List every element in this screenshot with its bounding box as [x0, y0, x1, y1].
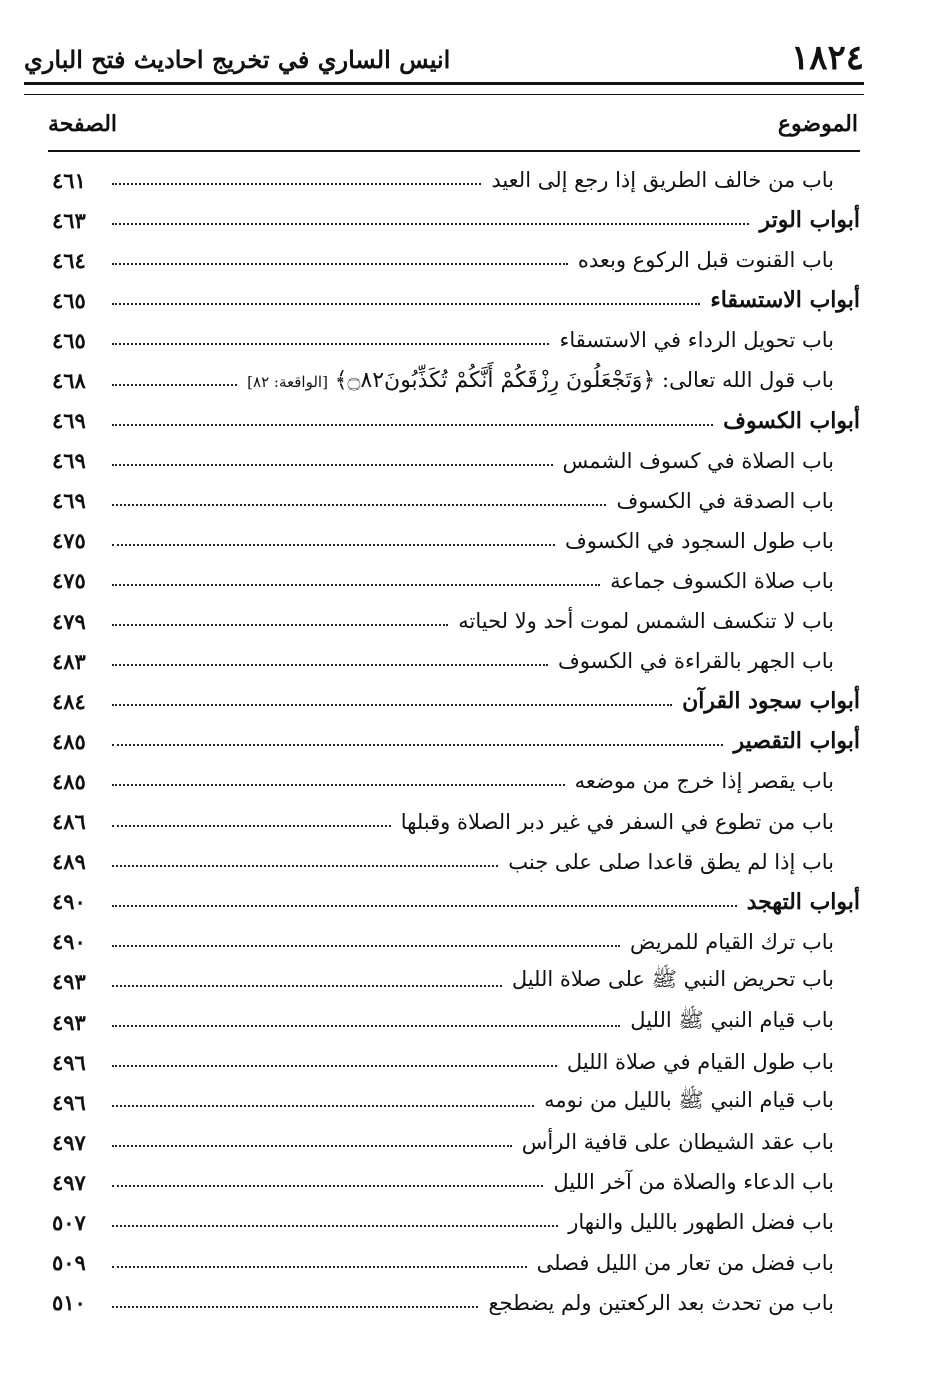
toc-chapter-row — [52, 1243, 860, 1283]
entry-title — [537, 1251, 860, 1275]
toc-chapter-row — [52, 922, 860, 962]
entry-title-text: باب من تطوع في السفر في غير دبر الصلاة وقبلها — [400, 809, 834, 834]
dot-leader — [112, 584, 600, 586]
entry-page-number: ٤٩٧ — [52, 1169, 86, 1195]
entry-page-number: ٤٩٣ — [52, 1009, 86, 1035]
dot-leader — [112, 504, 606, 506]
entry-page-number: ٤٨٥ — [52, 768, 86, 794]
entry-title-text: باب فضل الطهور بالليل والنهار — [568, 1210, 834, 1235]
dot-leader — [112, 384, 237, 386]
header-rule-thin — [24, 94, 864, 95]
entry-title — [508, 850, 860, 874]
entry-title-text: باب فضل من تعار من الليل فصلى — [536, 1250, 834, 1275]
entry-title — [630, 930, 860, 954]
dot-leader — [112, 744, 723, 746]
entry-title — [565, 529, 860, 553]
dot-leader — [112, 183, 481, 185]
dot-leader — [112, 1065, 557, 1067]
entry-title — [723, 408, 860, 434]
column-header-rule — [48, 150, 860, 152]
entry-page-number: ٤٩٠ — [52, 889, 86, 915]
entry-title — [682, 688, 860, 714]
entry-title-text: أبواب الاستسقاء — [710, 287, 860, 314]
header-rule-thick — [24, 82, 864, 85]
entry-title — [610, 569, 860, 593]
entry-title-text: باب قيام النبي ﷺ الليل — [630, 1007, 834, 1032]
page-column-header: الصفحة — [48, 111, 118, 137]
entry-page-number: ٤٨٥ — [52, 728, 86, 754]
entry-page-number: ٤٩٠ — [52, 929, 86, 955]
entry-page-number: ٤٩٧ — [52, 1129, 86, 1155]
entry-title-text: باب لا تنكسف الشمس لموت أحد ولا لحياته — [458, 609, 834, 634]
entry-title — [458, 609, 860, 633]
quran-verse: ﴿وَتَجْعَلُونَ رِزْقَكُمْ أَنَّكُمْ تُكَذِّبُونَ۝٨٢﴾ — [334, 368, 656, 394]
entry-title-text: باب من خالف الطريق إذا رجع إلى العيد — [491, 168, 834, 193]
entry-title-text: أبواب الوتر — [759, 207, 860, 234]
entry-title — [567, 1050, 860, 1074]
toc-section-row — [52, 721, 860, 761]
toc-chapter-row — [52, 441, 860, 481]
entry-title — [563, 449, 860, 473]
entry-page-number: ٤٦٣ — [52, 207, 86, 233]
entry-page-number: ٥١٠ — [52, 1290, 86, 1316]
entry-title-text: أبواب الكسوف — [723, 407, 860, 434]
entry-title-text: باب يقصر إذا خرج من موضعه — [574, 769, 834, 794]
dot-leader — [112, 825, 391, 827]
dot-leader — [112, 343, 549, 345]
entry-page-number: ٤٨٤ — [52, 688, 86, 714]
toc-chapter-row — [52, 521, 860, 561]
entry-title-text: أبواب سجود القرآن — [682, 688, 860, 715]
entry-title — [616, 489, 860, 513]
toc-chapter-row — [52, 1002, 860, 1042]
dot-leader — [112, 1266, 527, 1268]
dot-leader — [112, 905, 737, 907]
entry-title — [401, 810, 860, 834]
entry-page-number: ٥٠٧ — [52, 1209, 86, 1235]
entry-page-number: ٤٦٥ — [52, 327, 86, 353]
dot-leader — [112, 664, 548, 666]
running-header — [24, 28, 864, 78]
entry-title — [575, 769, 860, 793]
dot-leader — [112, 1225, 558, 1227]
entry-title-text: باب صلاة الكسوف جماعة — [610, 568, 834, 593]
entry-title-text: باب تحريض النبي ﷺ على صلاة الليل — [511, 967, 834, 992]
dot-leader — [112, 865, 498, 867]
entry-title — [491, 168, 860, 192]
dot-leader — [112, 424, 713, 426]
toc-chapter-row — [52, 842, 860, 882]
toc-section-row — [52, 681, 860, 721]
toc-chapter-row — [52, 240, 860, 280]
entry-title-text: باب قول الله تعالى: — [662, 368, 834, 393]
entry-page-number: ٤٦٥ — [52, 287, 86, 313]
entry-title — [247, 368, 860, 393]
entry-title-text: باب الصدقة في الكسوف — [616, 488, 834, 513]
toc-chapter-row — [52, 360, 860, 400]
entry-title — [630, 1007, 860, 1038]
entry-title — [553, 1170, 860, 1194]
entry-page-number: ٤٩٦ — [52, 1089, 86, 1115]
toc-chapter-row — [52, 1082, 860, 1122]
dot-leader — [112, 1025, 620, 1027]
verse-reference: [الواقعة: ٨٢] — [247, 373, 328, 392]
entry-title-text: باب قيام النبي ﷺ بالليل من نومه — [544, 1087, 834, 1112]
entry-title-text: أبواب التقصير — [733, 728, 860, 755]
entry-title-text: أبواب التهجد — [746, 888, 860, 915]
toc-chapter-row — [52, 481, 860, 521]
entry-page-number: ٥٠٩ — [52, 1250, 86, 1276]
entry-page-number: ٤٦٩ — [52, 408, 86, 434]
entry-title-text: باب طول السجود في الكسوف — [565, 528, 834, 553]
entry-title — [558, 649, 860, 673]
dot-leader — [112, 704, 672, 706]
dot-leader — [112, 624, 448, 626]
entry-page-number: ٤٦٩ — [52, 448, 86, 474]
toc-chapter-row — [52, 1283, 860, 1323]
entry-title — [747, 889, 860, 915]
toc-chapter-row — [52, 601, 860, 641]
toc-chapter-row — [52, 802, 860, 842]
entry-page-number: ٤٩٦ — [52, 1049, 86, 1075]
toc-chapter-row — [52, 320, 860, 360]
column-headers — [48, 104, 858, 144]
topic-column-header: الموضوع — [777, 111, 858, 137]
toc-chapter-row — [52, 1042, 860, 1082]
entry-page-number: ٤٦٤ — [52, 247, 86, 273]
dot-leader — [112, 544, 555, 546]
entry-page-number: ٤٨٦ — [52, 809, 86, 835]
toc-section-row — [52, 401, 860, 441]
dot-leader — [112, 223, 749, 225]
entry-title — [733, 728, 860, 754]
toc-section-row — [52, 882, 860, 922]
entry-page-number: ٤٩٣ — [52, 969, 86, 995]
entry-page-number: ٤٧٩ — [52, 608, 86, 634]
entry-title-text: باب تحويل الرداء في الاستسقاء — [559, 328, 834, 353]
entry-title-text: باب ترك القيام للمريض — [629, 929, 834, 954]
entry-title — [710, 287, 860, 313]
page-number: ١٨٢٤ — [790, 38, 864, 78]
entry-title-text: باب الجهر بالقراءة في الكسوف — [557, 649, 834, 674]
dot-leader — [112, 784, 565, 786]
entry-title — [759, 207, 860, 233]
book-title: انيس الساري في تخريج احاديث فتح الباري — [24, 45, 451, 74]
entry-page-number: ٤٧٥ — [52, 568, 86, 594]
table-of-contents — [52, 160, 860, 1323]
entry-page-number: ٤٦٩ — [52, 488, 86, 514]
toc-chapter-row — [52, 1202, 860, 1242]
entry-title — [578, 248, 860, 272]
dot-leader — [112, 985, 502, 987]
entry-title-text: باب من تحدث بعد الركعتين ولم يضطجع — [488, 1290, 834, 1315]
toc-chapter-row — [52, 561, 860, 601]
entry-title-text: باب القنوت قبل الركوع وبعده — [577, 248, 834, 273]
entry-title-text: باب طول القيام في صلاة الليل — [566, 1050, 834, 1075]
dot-leader — [112, 263, 568, 265]
entry-page-number: ٤٦١ — [52, 167, 86, 193]
entry-title-text: باب عقد الشيطان على قافية الرأس — [521, 1130, 834, 1155]
entry-title-text: باب الدعاء والصلاة من آخر الليل — [553, 1170, 834, 1195]
dot-leader — [112, 1306, 478, 1308]
toc-chapter-row — [52, 160, 860, 200]
entry-page-number: ٤٦٨ — [52, 368, 86, 394]
toc-section-row — [52, 200, 860, 240]
entry-title — [488, 1291, 860, 1315]
toc-chapter-row — [52, 962, 860, 1002]
dot-leader — [112, 464, 553, 466]
dot-leader — [112, 1145, 512, 1147]
dot-leader — [112, 303, 700, 305]
toc-chapter-row — [52, 1162, 860, 1202]
dot-leader — [112, 1185, 543, 1187]
entry-page-number: ٤٧٥ — [52, 528, 86, 554]
entry-page-number: ٤٨٩ — [52, 849, 86, 875]
toc-section-row — [52, 280, 860, 320]
dot-leader — [112, 1105, 534, 1107]
entry-title — [544, 1087, 860, 1118]
toc-chapter-row — [52, 641, 860, 681]
entry-title — [522, 1130, 860, 1154]
entry-title — [512, 966, 860, 997]
entry-page-number: ٤٨٣ — [52, 648, 86, 674]
entry-title-text: باب الصلاة في كسوف الشمس — [562, 448, 834, 473]
toc-chapter-row — [52, 1122, 860, 1162]
entry-title — [559, 328, 860, 352]
entry-title-text: باب إذا لم يطق قاعدا صلى على جنب — [508, 849, 834, 874]
toc-chapter-row — [52, 761, 860, 801]
entry-title — [568, 1210, 860, 1234]
dot-leader — [112, 945, 620, 947]
